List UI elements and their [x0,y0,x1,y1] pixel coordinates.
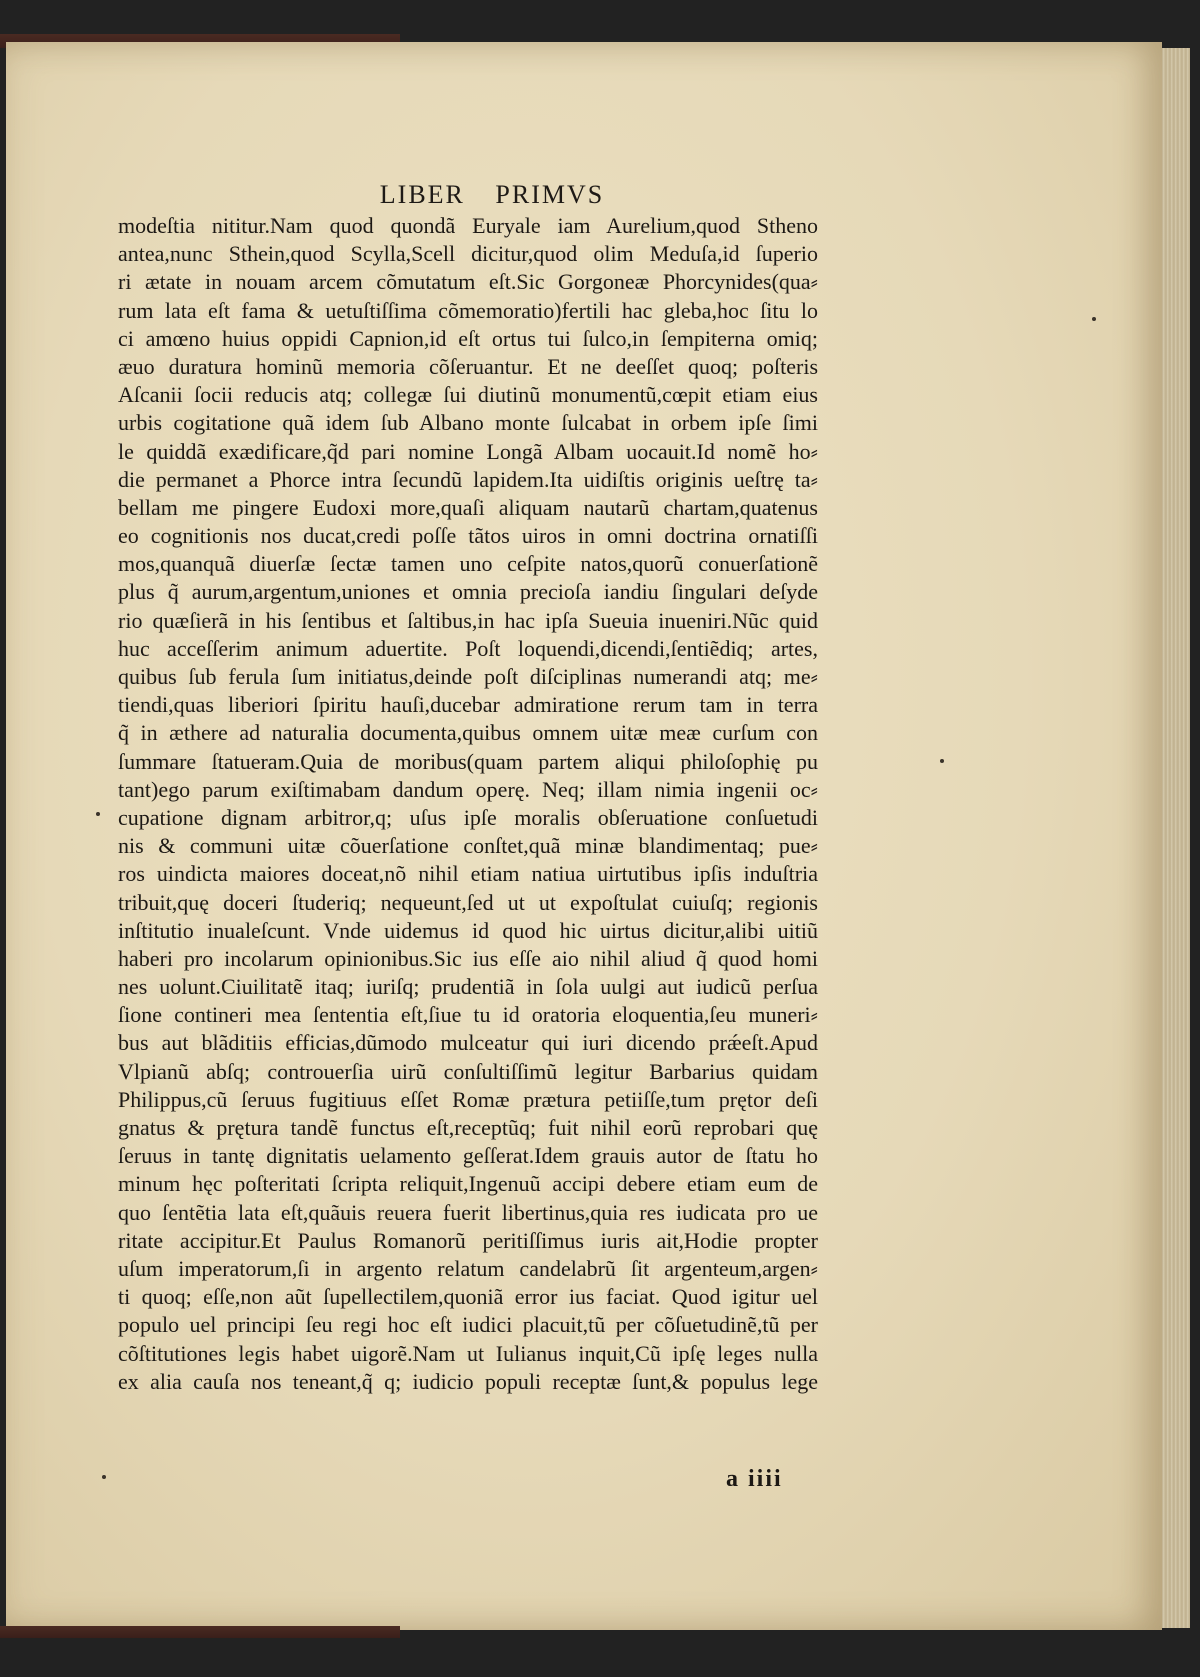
book-page [6,42,1162,1630]
text-line: ros uindicta maiores doceat,nõ nihil etiam natiua uirtutibus ipſis induſtria [118,861,818,887]
text-line: bus aut blãditiis efficias,dũmodo mulceatur qui iuri dicendo prǽeſt.Apud [118,1030,818,1056]
text-line: mos,quanquã diuerſæ ſectæ tamen uno ceſpite natos,quorũ conuerſationẽ [118,551,818,577]
text-line: inſtitutio inualeſcunt. Vnde uidemus id quod hic uirtus dicitur,alibi uitiũ [118,917,818,943]
running-head [6,180,1162,210]
text-line: gnatus & prętura tandẽ functus eſt,receptũq; fuit nihil eorũ reprobari quę [118,1115,818,1140]
text-line: tant)ego parum exiſtimabam dandum operę. Neq; illam nimia ingenii oc⸗ [118,776,818,802]
signature-mark: a iiii [726,1466,783,1492]
text-line: rio quæſierã in his ſentibus et ſaltibus,in hac ipſa Sueuia inueniri.Nũc quid [118,607,818,633]
body-text [118,212,818,1396]
text-line: plus q̃ aurum,argentum,uniones et omnia precioſa iandiu ſingulari deſyde [118,579,818,605]
text-line: ritate accipitur.Et Paulus Romanorũ peritiſſimus iuris ait,Hodie propter [118,1227,818,1253]
cover-edge-bottom [0,1626,400,1638]
text-line: ex alia cauſa nos teneant,q̃ q; iudicio populi receptæ ſunt,& populus lege [118,1368,818,1394]
text-line: rum lata eſt fama & uetuſtiſſima cõmemoratio)fertili hac gleba,hoc ſitu lo [118,297,818,323]
text-line: eo cognitionis nos ducat,credi poſſe tãtos uiros in omni doctrina ornatiſſi [118,523,818,549]
text-line: antea,nunc Sthein,quod Scylla,Scell dicitur,quod olim Meduſa,id ſuperio [118,241,818,267]
text-line: die permanet a Phorce intra ſecundũ lapidem.Ita uidiſtis originis ueſtrę ta⸗ [118,466,818,492]
text-line: urbis cogitatione quã idem ſub Albano monte ſulcabat in orbem ipſe ſimi [118,410,818,436]
text-line: huc acceſſerim animum aduertite. Poſt loquendi,dicendi,ſentiẽdiq; artes, [118,635,818,661]
text-line: nes uolunt.Ciuilitatẽ itaq; iuriſq; prudentiã in ſola uulgi aut iudicũ perſua [118,974,818,1000]
text-line: tribuit,quę doceri ſtuderiq; nequeunt,ſed ut ut expoſtulat cuiuſq; regionis [118,889,818,915]
text-line: ti quoq; eſſe,non aũt ſupellectilem,quoniã error ius faciat. Quod igitur uel [118,1284,818,1310]
text-line: nis & communi uitæ cõuerſatione conſtet,quã minæ blandimentaq; pue⸗ [118,833,818,859]
text-line: minum hęc poſteritati ſcripta reliquit,Ingenuũ accipi debere etiam eum de [118,1171,818,1197]
text-line: le quiddã exædificare,q̃d pari nomine Longã Albam uocauit.Id nomẽ ho⸗ [118,438,818,464]
paper-speck [1092,317,1096,321]
text-line: populo uel principi ſeu regi hoc eſt iudici placuit,tũ per cõſuetudinẽ,tũ per [118,1312,818,1338]
text-line: modeſtia nititur.Nam quod quondã Euryale iam Aurelium,quod Stheno [118,213,818,238]
page-stack-edge [1160,48,1190,1628]
text-line: Aſcanii ſocii reducis atq; collegæ ſui diutinũ monumentũ,cœpit etiam eius [118,382,818,408]
text-line: uſum imperatorum,ſi in argento relatum candelabrũ ſit argenteum,argen⸗ [118,1255,818,1281]
text-line: ſummare ſtatueram.Quia de moribus(quam partem aliqui philoſophię pu [118,748,818,774]
text-line: Philippus,cũ ſeruus fugitiuus eſſet Romæ prætura petiiſſe,tum prętor deſi [118,1086,818,1112]
text-line: cõſtitutiones legis habet uigorẽ.Nam ut Iulianus inquit,Cũ ipſę leges nulla [118,1340,818,1366]
text-line: tiendi,quas liberiori ſpiritu hauſi,ducebar admiratione rerum tam in terra [118,692,818,718]
text-line: haberi pro incolarum opinionibus.Sic ius eſſe aio nihil aliud q̃ quod homi [118,945,818,971]
paper-speck [96,812,100,816]
text-line: ci amœno huius oppidi Capnion,id eſt ortus tui ſulco,in ſempiterna omiq; [118,325,818,351]
text-line: æuo duratura hominũ memoria cõſeruantur. Et ne deeſſet quoq; poſteris [118,353,818,379]
text-line: q̃ in æthere ad naturalia documenta,quibus omnem uitæ meæ curſum con [118,720,818,746]
text-line: quibus ſub ferula ſum initiatus,deinde poſt diſciplinas numerandi atq; me⸗ [118,664,818,689]
text-line: quo ſentẽtia lata eſt,quãuis reuera fuerit libertinus,quia res iudicata pro ue [118,1199,818,1225]
text-line: ri ætate in nouam arcem cõmutatum eſt.Sic Gorgoneæ Phorcynides(qua⸗ [118,269,818,295]
text-line: ſeruus in tantę dignitatis uelamento geſſerat.Idem grauis autor de ſtatu ho [118,1143,818,1169]
text-line: Vlpianũ abſq; controuerſia uirũ conſultiſſimũ legitur Barbarius quidam [118,1058,818,1084]
text-line: cupatione dignam arbitror,q; uſus ipſe moralis obſeruatione conſuetudi [118,804,818,830]
paper-speck [940,759,944,763]
text-line: bellam me pingere Eudoxi more,quaſi aliquam nautarũ chartam,quatenus [118,494,818,520]
text-line: ſione contineri mea ſententia eſt,ſiue tu id oratoria eloquentia,ſeu muneri⸗ [118,1002,818,1028]
running-head-text: LIBER PRIMVS [379,180,605,209]
paper-speck [102,1475,106,1479]
